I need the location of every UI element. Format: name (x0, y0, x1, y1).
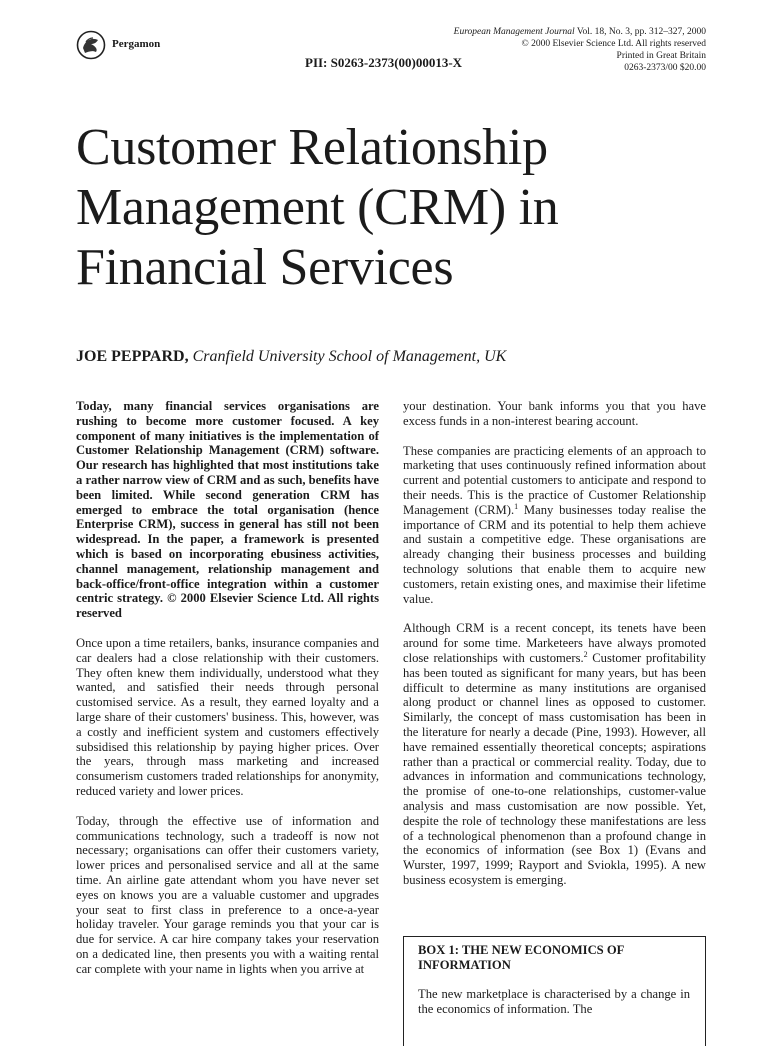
box-1 (403, 936, 706, 1046)
body-paragraph: Today, through the effective use of information and communications technology, such a tradeoff is now not necessary; organisations can offer their customers variety, lower prices and personalised service and all at the same time. An airline gate attendant whom you have never set eyes on knows you are a valuable customer and upgrades your seat to first class in preference to a once-a-year holiday traveler. Your garage reminds you that your car is due for service. A car hire company takes your reservation on a dedicated line, then presents you with a waiting rental car complete with your name in lights when you arrive at (76, 813, 379, 976)
journal-info (454, 26, 706, 74)
pergamon-logo-icon (76, 30, 106, 60)
box-title: BOX 1: THE NEW ECONOMICS OF INFORMATION (418, 943, 624, 972)
journal-details: Vol. 18, No. 3, pp. 312–327, 2000 (574, 27, 706, 37)
title-line-3: Financial Services (76, 239, 454, 296)
footnote-ref[interactable]: 2 (583, 649, 588, 659)
body-paragraph: Once upon a time retailers, banks, insurance companies and car dealers had a close relationship with their customers. They often knew them individually, understood what they wanted, and satisfied their needs through personal customised service. As a result, they earned loyalty and a large share of their customers' business. This, however, was a costly and inefficient system and customers effectively subsidised this relationship by paying higher prices. Over the years, through mass marketing and increased consumerism customers traded relationships for anonymity, reduced variety and lower prices. (76, 635, 379, 798)
author-affiliation: Cranfield University School of Management, UK (192, 348, 507, 365)
journal-name: European Management Journal (453, 27, 575, 37)
copyright-line: © 2000 Elsevier Science Ltd. All rights reserved (521, 39, 706, 49)
body-paragraph: Although CRM is a recent concept, its tenets have been around for some time. Marketeers have always promoted close relationships with customers.$^2$ Customer profitability has been touted as significant for many years, but has been difficult to determine as many institutions are organised along product or channel lines as opposed to customer. Similarly, the concept of mass customisation has been in the literature for nearly a decade (Pine, 1993). However, all have remained essentially theoretical concepts; aspirations rather than a practical or commercial reality. Today, due to advances in information and communications technology, the promise of one-to-one relationships, customer-value analysis and mass customisation are now possible. Yet, despite the role of technology these manifestations are less of a technological phenomenon than a profound change in the economics of information (see Box 1) (Evans and Wurster, 1997, 1999; Rayport and Sviokla, 1995). A new business ecosystem is emerging. (403, 621, 706, 887)
title-line-1: Customer Relationship (76, 119, 548, 176)
box-body: The new marketplace is characterised by a change in the economics of information. The (418, 987, 690, 1016)
pii-identifier: PII: S0263-2373(00)00013-X (305, 55, 463, 70)
body-paragraph: your destination. Your bank informs you that you have excess funds in a non-interest bearing account. (403, 399, 706, 428)
author-name: JOE PEPPARD, (76, 348, 189, 365)
printed-line: Printed in Great Britain (616, 51, 706, 61)
title-line-2: Management (CRM) in (76, 179, 559, 236)
price-line: 0263-2373/00 $20.00 (624, 63, 706, 73)
left-column (76, 399, 379, 991)
author-line (76, 348, 506, 366)
right-column (403, 399, 706, 903)
article-title (76, 118, 706, 298)
publisher-name: Pergamon (112, 38, 161, 50)
body-paragraph: These companies are practicing elements of an approach to marketing that uses continuously refined information about current and potential customers to anticipate and respond to their needs. This is the practice of Customer Relationship Management (CRM).$^1$ Many businesses today realise the importance of CRM and its potential to help them achieve and sustain a competitive edge. These organisations are already changing their business processes and building technology solutions that enable them to acquire new customers, retain existing ones, and maximise their lifetime value. (403, 443, 706, 606)
footnote-ref[interactable]: 1 (514, 501, 519, 511)
abstract: Today, many financial services organisations are rushing to become more customer focused. A key component of many initiatives is the implementation of Customer Relationship Management (CRM) software. Our research has highlighted that most institutions take a rather narrow view of CRM and as such, benefits have been limited. While second generation CRM has emerged to embrace the total organisation (hence Enterprise CRM), success in general has still not been widespread. In the paper, a framework is presented which is based on incorporating ebusiness activities, channel management, relationship management and back-office/front-office integration within a customer centric strategy. © 2000 Elsevier Science Ltd. All rights reserved (76, 399, 379, 621)
